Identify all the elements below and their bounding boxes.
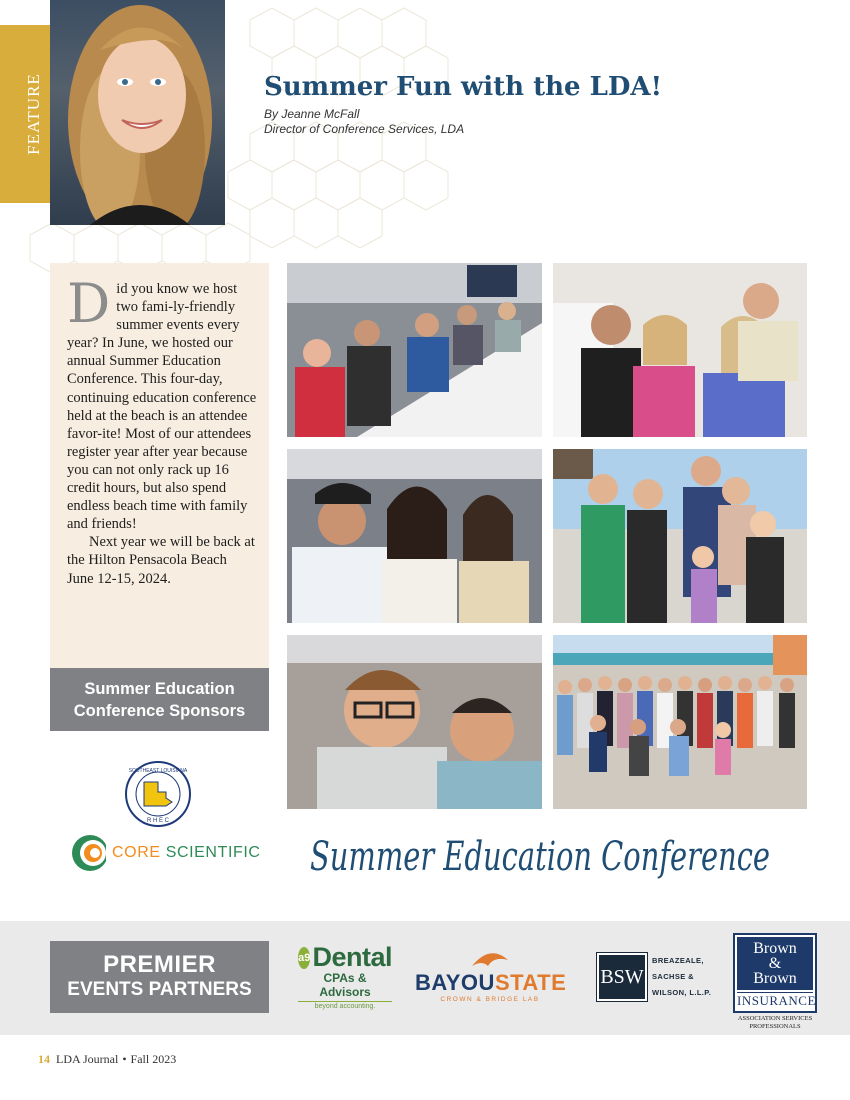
script-conference-title bbox=[310, 822, 780, 892]
bayou-word-2: STATE bbox=[494, 970, 567, 995]
sponsors-heading bbox=[50, 668, 269, 731]
premier-line2: EVENTS PARTNERS bbox=[67, 979, 252, 1000]
script-title-text: Summer Education Conference bbox=[310, 834, 770, 880]
issue-name: Fall 2023 bbox=[130, 1052, 177, 1066]
photo-group-four bbox=[553, 263, 807, 437]
core-scientific-logo bbox=[70, 833, 261, 873]
bayou-state-logo bbox=[415, 948, 565, 1010]
bb-asp-line1: ASSOCIATION SERVICES bbox=[737, 1015, 813, 1022]
byline bbox=[264, 107, 464, 137]
sponsors-heading-line2: Conference Sponsors bbox=[73, 701, 246, 720]
a9-badge: a9 bbox=[298, 947, 310, 969]
rhec-logo-bottom-text: R H E C bbox=[146, 818, 170, 824]
photo-three-seated bbox=[287, 449, 542, 623]
rhec-logo-top-text: SOUTHEAST LOUISIANA bbox=[128, 768, 188, 774]
photo-beach-family bbox=[553, 449, 807, 623]
article-title: Summer Fun with the LDA! bbox=[264, 72, 662, 102]
article-paragraph-2: Next year we will be back at the Hilton Pensacola Beach June 12-15, 2024. bbox=[67, 534, 255, 587]
journal-name: LDA Journal bbox=[56, 1052, 119, 1066]
drop-cap: D bbox=[67, 272, 111, 335]
bsw-line2: SACHSE & bbox=[652, 972, 694, 981]
bayou-tagline: CROWN & BRIDGE LAB bbox=[440, 996, 540, 1003]
dental-tagline: beyond accounting. bbox=[298, 1001, 392, 1010]
bayou-word-1: BAYOU bbox=[415, 970, 495, 995]
bb-line2: & bbox=[768, 955, 782, 972]
byline-role: Director of Conference Services, LDA bbox=[264, 122, 465, 136]
dental-word: Dental bbox=[312, 942, 392, 972]
bb-line1: Brown bbox=[753, 940, 797, 957]
core-word-1: CORE bbox=[112, 844, 161, 861]
premier-partners-heading bbox=[50, 941, 269, 1013]
article-body bbox=[67, 272, 257, 588]
page-number: 14 bbox=[38, 1052, 50, 1066]
core-scientific-icon bbox=[70, 833, 106, 873]
a9-dental-logo bbox=[298, 942, 392, 1012]
photo-two-men bbox=[287, 635, 542, 809]
bayou-bird-icon bbox=[470, 950, 510, 968]
bb-insurance: INSURANCE bbox=[737, 993, 816, 1008]
author-portrait-photo bbox=[50, 0, 225, 225]
core-word-2: SCIENTIFIC bbox=[165, 844, 261, 861]
byline-author: By Jeanne McFall bbox=[264, 107, 360, 121]
bb-asp-line2: PROFESSIONALS bbox=[749, 1023, 801, 1030]
feature-label: FEATURE bbox=[24, 73, 43, 155]
bsw-line3: WILSON, L.L.P. bbox=[652, 988, 712, 997]
dental-sub: CPAs & Advisors bbox=[319, 971, 371, 999]
page-footer: 14 LDA Journal • Fall 2023 bbox=[38, 1052, 177, 1066]
brown-and-brown-logo bbox=[733, 933, 817, 1031]
bsw-line1: BREAZEALE, bbox=[652, 956, 704, 965]
photo-beach-group bbox=[553, 635, 807, 809]
bb-line3: Brown bbox=[753, 970, 797, 987]
bsw-mark: BSW bbox=[597, 953, 647, 1001]
rhec-logo bbox=[124, 760, 192, 832]
photo-classroom bbox=[287, 263, 542, 437]
article-paragraph-1: id you know we host two fami-ly-friendly summer events every year? In June, we hosted our annual Summer Education Conference. This four-day, continuing education conference held at the beach is an attendee favor-ite! Most of our attendees register year after year because you can not only rack up 16 credit hours, but also spend endless beach time with family and friends! bbox=[67, 281, 257, 533]
bsw-logo bbox=[597, 953, 711, 1001]
premier-line1: PREMIER bbox=[103, 951, 216, 978]
sponsors-heading-line1: Summer Education bbox=[84, 679, 235, 698]
